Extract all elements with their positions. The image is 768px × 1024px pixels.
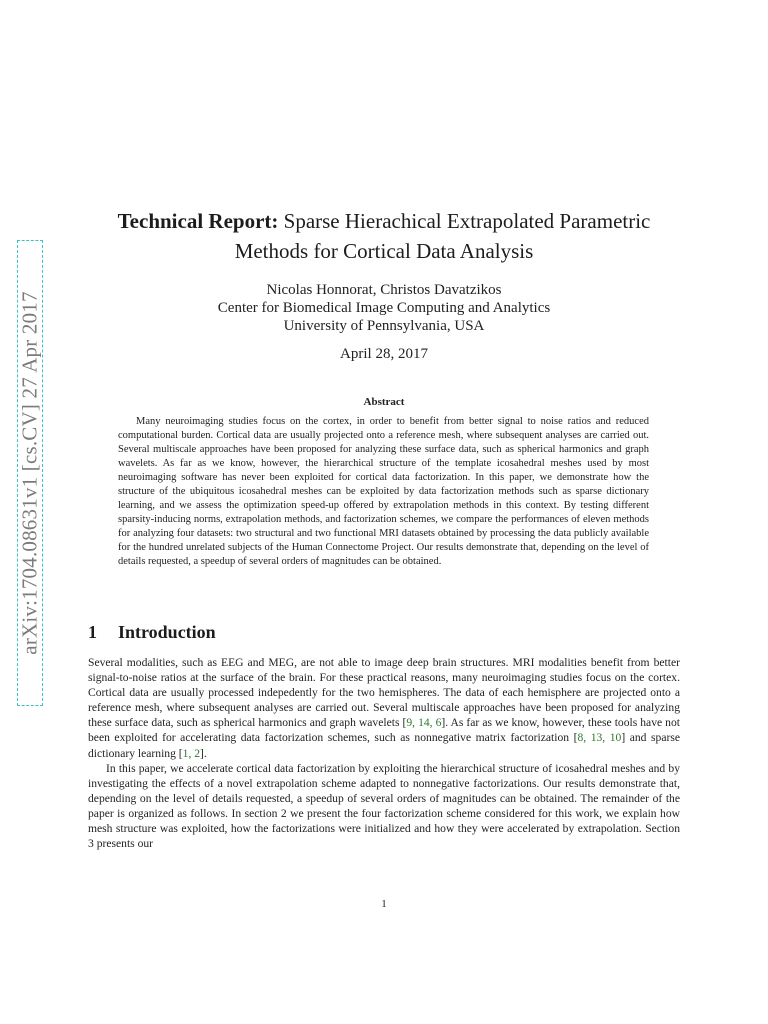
section-heading-introduction [88,622,216,643]
citation-link[interactable]: 9, 14, 6 [406,716,442,730]
paragraph-2: In this paper, we accelerate cortical data factorization by exploiting the hierarchical structure of icosahedral meshes and by investigating the effects of a novel extrapolation scheme adapted to nonnegative factorizations. Our results demonstrate that, depending on the level of details requested, a speedup of several orders of magnitudes can be obtained. The remainder of the paper is organized as follows. In section 2 we present the four factorization scheme considered for this work, we explain how mesh structure was exploited, how the factorizations were initialized and how they were accelerated by extrapolation. Section 3 presents our [88,761,680,851]
introduction-body [88,655,680,851]
abstract-text: Many neuroimaging studies focus on the cortex, in order to benefit from better signal to noise ratios and reduced computational burden. Cortical data are usually projected onto a reference mesh, where subsequent analyses are carried out. Several multiscale approaches have been proposed for analyzing these surface data, such as spherical harmonics and graph wavelets. As far as we know, however, the hierarchical structure of the template icosahedral meshes used by most neuroimaging software has never been exploited for cortical data factorization. In this paper, we demonstrate how the structure of the ubiquitous icosahedral meshes can be exploited by data factorization methods such as sparse dictionary learning, and we assess the optimization speed-up offered by extrapolation methods in this context. By testing different sparsity-inducing norms, extrapolation methods, and factorization schemes, we compare the performances of eleven methods for analyzing four datasets: two structural and two functional MRI datasets obtained by processing the data publicly available for the hundred unrelated subjects of the Human Connectome Project. Our results demonstrate that, depending on the level of details requested, a speedup of several orders of magnitudes can be obtained. [118,416,649,567]
page-number: 1 [381,898,387,910]
paragraph-1-text-d: ]. [200,746,207,760]
paragraph-1-text-c: ] and sparse dictionary learning [ [88,731,680,760]
affiliation-university: University of Pennsylvania, USA [283,318,485,334]
paragraph-1 [88,655,680,761]
paragraph-1-text-b: ]. As far as we know, however, these tools have not been exploited for accelerating data factorization schemes, such as nonnegative matrix factorization [ [88,716,680,745]
arxiv-stamp[interactable] [17,240,43,706]
title-line2: Methods for Cortical Data Analysis [234,239,534,263]
affiliation-center: Center for Biomedical Image Computing and Analytics [217,300,551,316]
authors: Nicolas Honnorat, Christos Davatzikos [266,282,502,298]
title-bold-prefix: Technical Report: [117,209,279,233]
section-title: Introduction [118,622,216,642]
author-block [88,281,680,335]
citation-link[interactable]: 1, 2 [182,746,201,760]
citation-link[interactable]: 8, 13, 10 [577,731,622,745]
title-main: Sparse Hierachical Extrapolated Parametric [283,209,651,233]
abstract-heading: Abstract [363,396,405,408]
arxiv-identifier[interactable]: arXiv:1704.08631v1 [cs.CV] 27 Apr 2017 [17,291,42,655]
paper-title [88,206,680,266]
paragraph-1-text-a: Several modalities, such as EEG and MEG, are not able to image deep brain structures. MRI modalities benefit from better signal-to-noise ratios at the surface of the brain. For these practical reasons, many neuroimaging studies focus on the cortex. Cortical data are usually processed indepedently for the two hemispheres. The data of each hemisphere are projected onto a reference mesh, where subsequent analyses are carried out. Several multiscale approaches have been proposed for analyzing these surface data, such as spherical harmonics and graph wavelets [ [88,656,680,730]
section-number: 1 [88,622,97,642]
paper-date: April 28, 2017 [340,346,428,362]
